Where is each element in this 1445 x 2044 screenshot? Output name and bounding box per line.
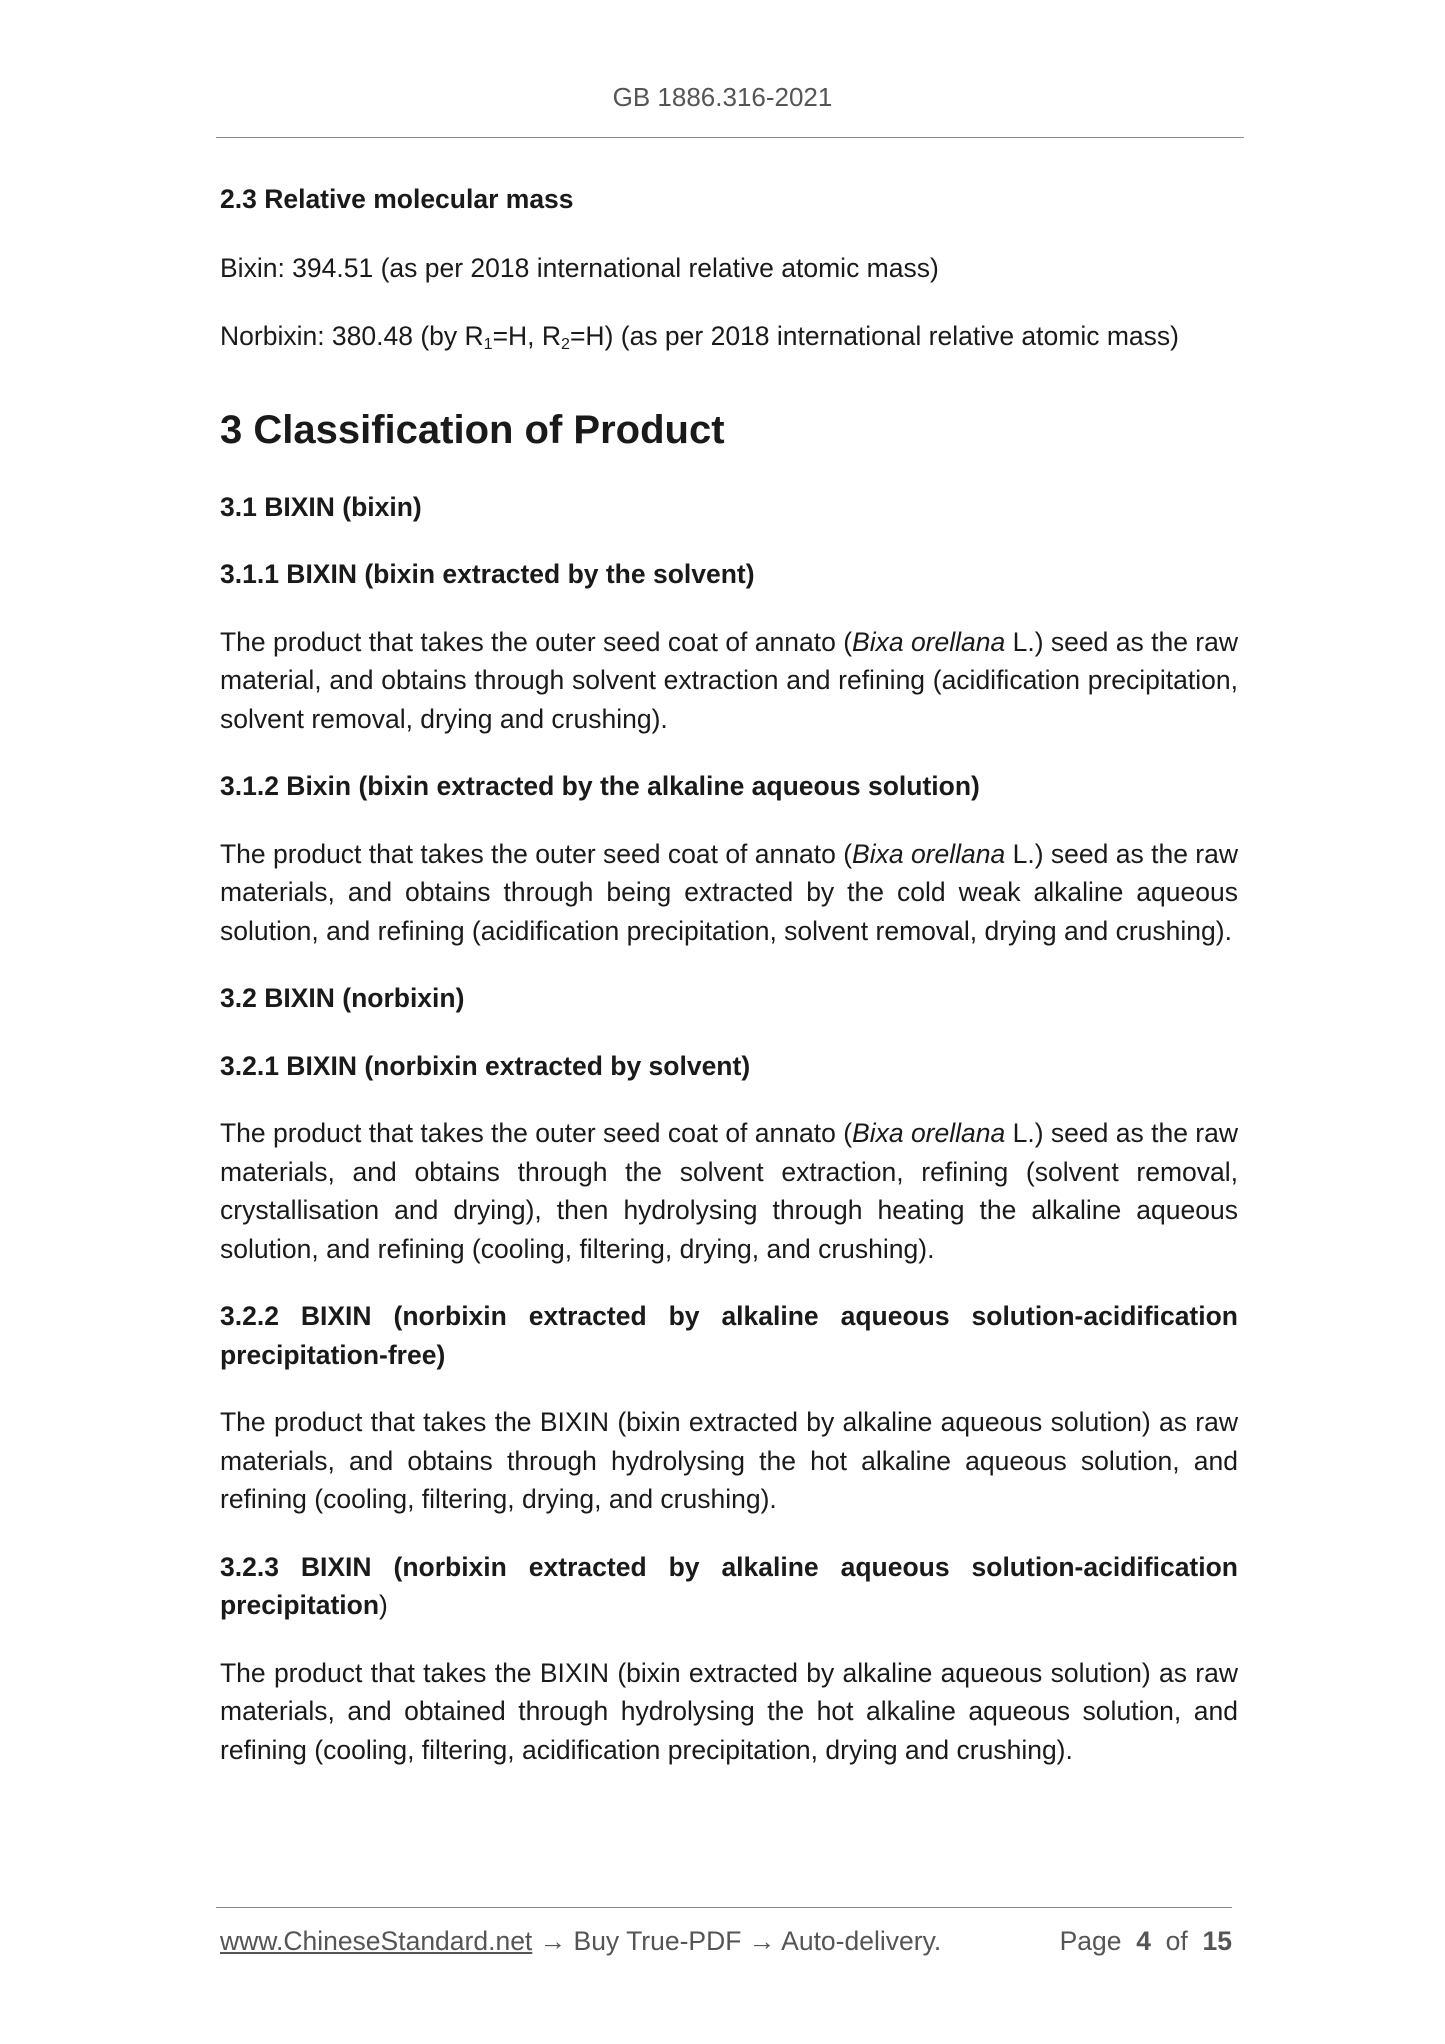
header-divider xyxy=(216,137,1244,138)
section-3-title: 3 Classification of Product xyxy=(220,407,725,452)
promo-text: → Buy True-PDF → Auto-delivery. xyxy=(532,1926,942,1956)
section-3-2-1-title: 3.2.1 BIXIN (norbixin extracted by solvent) xyxy=(220,1050,751,1081)
section-3-2-3-body: The product that takes the BIXIN (bixin extracted by alkaline aqueous solution) as raw materials, and obtained through hydrolysing the hot alkaline aqueous solution, and refining (cooling, filtering, acidification precipitation, drying and crushing). xyxy=(220,1657,1238,1765)
section-2-3-title: 2.3 Relative molecular mass xyxy=(220,184,574,214)
bixin-mass: Bixin: 394.51 (as per 2018 international relative atomic mass) xyxy=(220,252,939,283)
section-3-1-2-title: 3.1.2 Bixin (bixin extracted by the alkaline aqueous solution) xyxy=(220,771,980,801)
footer-divider xyxy=(216,1907,1232,1908)
section-3-2-1-body: The product that takes the outer seed coat of annato (Bixa orellana L.) seed as the raw materials, and obtains through the solvent extraction, refining (solvent removal, crystallisation and drying), then hydrolysing through heating the alkaline aqueous solution, and refining (cooling, filtering, drying, and crushing). xyxy=(220,1118,1238,1264)
page-footer xyxy=(220,1926,1232,1957)
section-3-2-2-title: 3.2.2 BIXIN (norbixin extracted by alkaline aqueous solution-acidification precipitation-free) xyxy=(220,1301,1238,1370)
page-indicator: Page 4 of 15 xyxy=(1059,1926,1232,1956)
section-3-2-title: 3.2 BIXIN (norbixin) xyxy=(220,983,465,1013)
section-3-2-3-title: 3.2.3 BIXIN (norbixin extracted by alkaline aqueous solution-acidification precipitation) xyxy=(220,1551,1238,1620)
norbixin-mass: Norbixin: 380.48 (by $R_1=H$, $R_2=H$) (as per 2018 international relative atomic mass) xyxy=(220,321,1179,353)
section-3-2-2-body: The product that takes the BIXIN (bixin extracted by alkaline aqueous solution) as raw materials, and obtains through hydrolysing the hot alkaline aqueous solution, and refining (cooling, filtering, drying, and crushing). xyxy=(220,1407,1238,1514)
section-3-1-title: 3.1 BIXIN (bixin) xyxy=(220,491,422,522)
document-body xyxy=(220,180,1238,1769)
section-3-1-1-body: The product that takes the outer seed coat of annato (Bixa orellana L.) seed as the raw material, and obtains through solvent extraction and refining (acidification precipitation, solvent removal, drying and crushing). xyxy=(220,626,1238,734)
section-3-1-2-body: The product that takes the outer seed coat of annato (Bixa orellana L.) seed as the raw materials, and obtains through being extracted by the cold weak alkaline aqueous solution, and refining (acidification precipitation, solvent removal, drying and crushing). xyxy=(220,838,1238,946)
section-3-1-1-title: 3.1.1 BIXIN (bixin extracted by the solvent) xyxy=(220,559,755,589)
page-header: GB 1886.316-2021 xyxy=(612,82,833,112)
website-link[interactable]: www.ChineseStandard.net xyxy=(220,1926,533,1956)
